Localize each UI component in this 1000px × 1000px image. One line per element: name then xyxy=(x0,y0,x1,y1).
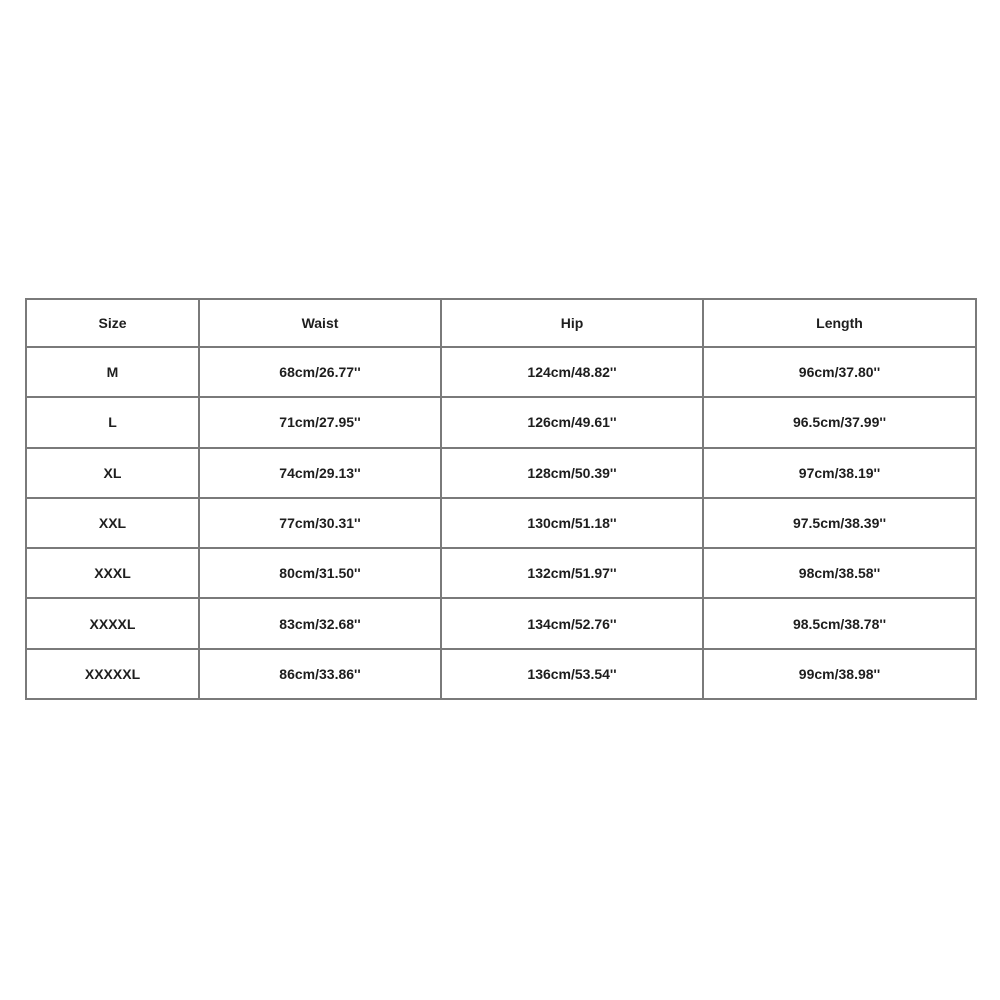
cell-waist: 68cm/26.77'' xyxy=(199,347,441,397)
cell-waist: 74cm/29.13'' xyxy=(199,448,441,498)
cell-size: XXXXL xyxy=(26,598,199,648)
size-chart-table xyxy=(25,298,977,700)
cell-waist: 80cm/31.50'' xyxy=(199,548,441,598)
table-row xyxy=(26,548,976,598)
cell-size: XXL xyxy=(26,498,199,548)
cell-hip: 134cm/52.76'' xyxy=(441,598,703,648)
cell-hip: 136cm/53.54'' xyxy=(441,649,703,699)
size-chart-body xyxy=(26,347,976,699)
table-row xyxy=(26,347,976,397)
size-chart-header xyxy=(26,299,976,347)
header-row xyxy=(26,299,976,347)
header-size: Size xyxy=(26,299,199,347)
cell-size: XL xyxy=(26,448,199,498)
cell-size: L xyxy=(26,397,199,447)
cell-hip: 132cm/51.97'' xyxy=(441,548,703,598)
cell-waist: 86cm/33.86'' xyxy=(199,649,441,699)
cell-waist: 77cm/30.31'' xyxy=(199,498,441,548)
cell-length: 97.5cm/38.39'' xyxy=(703,498,976,548)
cell-length: 97cm/38.19'' xyxy=(703,448,976,498)
cell-length: 96.5cm/37.99'' xyxy=(703,397,976,447)
cell-size: XXXXXL xyxy=(26,649,199,699)
cell-waist: 71cm/27.95'' xyxy=(199,397,441,447)
table-row xyxy=(26,448,976,498)
table-row xyxy=(26,397,976,447)
cell-length: 98cm/38.58'' xyxy=(703,548,976,598)
header-hip: Hip xyxy=(441,299,703,347)
cell-size: M xyxy=(26,347,199,397)
cell-length: 98.5cm/38.78'' xyxy=(703,598,976,648)
header-length: Length xyxy=(703,299,976,347)
table-row xyxy=(26,498,976,548)
cell-hip: 128cm/50.39'' xyxy=(441,448,703,498)
cell-size: XXXL xyxy=(26,548,199,598)
cell-waist: 83cm/32.68'' xyxy=(199,598,441,648)
cell-hip: 130cm/51.18'' xyxy=(441,498,703,548)
cell-hip: 126cm/49.61'' xyxy=(441,397,703,447)
table-row xyxy=(26,598,976,648)
cell-length: 99cm/38.98'' xyxy=(703,649,976,699)
cell-hip: 124cm/48.82'' xyxy=(441,347,703,397)
cell-length: 96cm/37.80'' xyxy=(703,347,976,397)
header-waist: Waist xyxy=(199,299,441,347)
table-row xyxy=(26,649,976,699)
